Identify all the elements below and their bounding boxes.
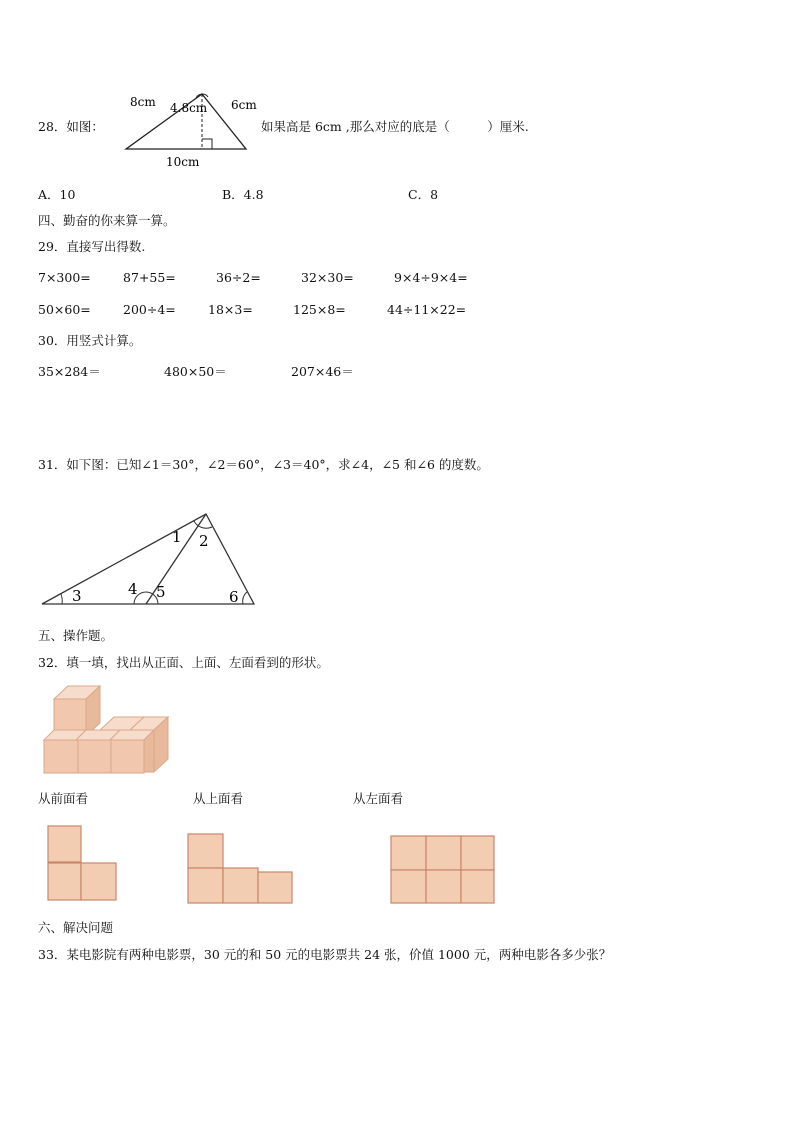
q32-prompt: 32．填一填，找出从正面、上面、左面看到的形状。 — [38, 655, 329, 670]
q29-item: 18×3= — [208, 302, 253, 317]
label-8cm: 8cm — [130, 95, 156, 109]
left-view-shape — [389, 834, 497, 906]
q29-item: 32×30= — [301, 270, 354, 285]
right-angle-mark — [202, 139, 212, 149]
view-square — [426, 836, 461, 870]
q29-item: 50×60= — [38, 302, 91, 317]
cube-front-face — [44, 740, 78, 773]
view-square — [426, 870, 461, 903]
view-label-top: 从上面看 — [193, 791, 244, 806]
view-square — [223, 868, 258, 903]
q31-prompt: 31．如下图：已知∠1＝30°，∠2＝60°，∠3＝40°，求∠4，∠5 和∠6 的度数。 — [38, 457, 489, 472]
q32-cube-stack-figure — [40, 683, 172, 777]
q28-option-c: C．8 — [408, 187, 439, 202]
angle-label-6: 6 — [229, 588, 239, 606]
section5-heading: 五、操作题。 — [38, 628, 114, 643]
cube-front-face — [78, 740, 111, 773]
q28-option-a: A．10 — [38, 187, 76, 202]
q28-triangle-figure — [118, 88, 258, 168]
q31-triangle-figure — [36, 508, 266, 612]
angle-arc-4-5 — [134, 592, 158, 604]
q29-prompt: 29．直接写出得数. — [38, 239, 146, 254]
angle-arc-6 — [243, 592, 247, 604]
view-label-front: 从前面看 — [38, 791, 89, 806]
q28-question-text: 如果高是 6cm ,那么对应的底是（ ）厘米. — [261, 119, 529, 134]
section6-heading: 六、解决问题 — [38, 920, 114, 935]
view-square — [81, 863, 116, 900]
angle-label-1: 1 — [172, 528, 182, 546]
angle-label-5: 5 — [156, 583, 166, 601]
q30-item: 480×50＝ — [164, 364, 227, 379]
q28-prefix: 28．如图： — [38, 119, 104, 134]
q29-item: 87+55= — [123, 270, 176, 285]
label-6cm: 6cm — [231, 98, 257, 112]
q29-item: 200÷4= — [123, 302, 176, 317]
q29-item: 125×8= — [293, 302, 346, 317]
q29-item: 7×300= — [38, 270, 91, 285]
angle-label-3: 3 — [72, 587, 82, 605]
view-square — [48, 826, 81, 862]
view-square — [188, 834, 223, 868]
cube-front-face — [111, 740, 144, 773]
q30-item: 207×46＝ — [291, 364, 354, 379]
angle-label-2: 2 — [199, 532, 209, 550]
view-square — [48, 863, 81, 900]
front-view-shape — [46, 824, 120, 902]
q29-item: 36÷2= — [216, 270, 261, 285]
q29-item: 44÷11×22= — [387, 302, 467, 317]
q33-prompt: 33．某电影院有两种电影票，30 元的和 50 元的电影票共 24 张，价值 1000 元，两种电影各多少张？ — [38, 947, 612, 962]
view-square — [461, 870, 494, 903]
section4-heading: 四、勤奋的你来算一算。 — [38, 213, 176, 228]
view-square — [188, 868, 223, 903]
label-10cm: 10cm — [166, 155, 200, 168]
q29-item: 9×4÷9×4= — [394, 270, 468, 285]
view-square — [391, 836, 426, 870]
angle-arc-3 — [61, 594, 62, 604]
view-square — [258, 872, 292, 903]
view-square — [391, 870, 426, 903]
view-label-left: 从左面看 — [353, 791, 404, 806]
top-view-shape — [186, 832, 296, 906]
label-4-8cm: 4.8cm — [170, 101, 208, 115]
view-square — [461, 836, 494, 870]
angle-label-4: 4 — [128, 580, 138, 598]
q28-option-b: B．4.8 — [222, 187, 264, 202]
q30-prompt: 30．用竖式计算。 — [38, 333, 142, 348]
q30-item: 35×284＝ — [38, 364, 101, 379]
